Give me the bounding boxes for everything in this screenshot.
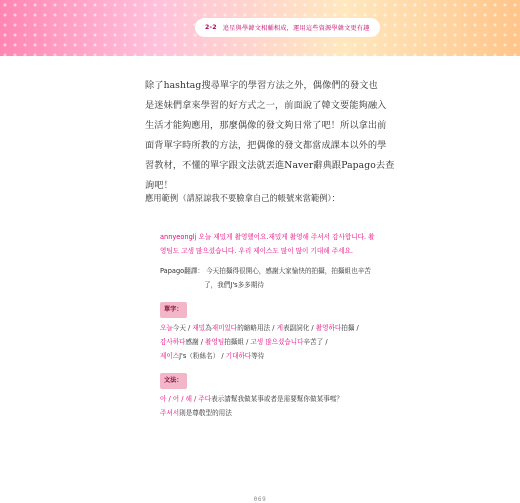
paragraph-line: 是迷妹們拿來學習的好方式之一，前面說了韓文要能夠融入 bbox=[145, 100, 387, 111]
grammar-line bbox=[160, 406, 390, 420]
example-block bbox=[160, 230, 390, 420]
main-paragraph bbox=[145, 76, 405, 196]
korean-post-text: 오늘 재밌게 촬영했어요.재밌게 촬영해 주셔서 감사합니다. 촬 bbox=[198, 233, 375, 241]
vocabulary-line bbox=[160, 321, 390, 335]
explanation-text: / bbox=[354, 324, 359, 332]
korean-term: 오늘 bbox=[160, 324, 173, 332]
papago-translation bbox=[160, 264, 390, 292]
vocabulary-tag: 單字： bbox=[160, 302, 187, 318]
explanation-text: 等待 bbox=[251, 352, 265, 360]
papago-text: 今天拍攝得很開心，感謝大家愉快的拍攝，拍攝組也辛苦 bbox=[206, 267, 371, 275]
explanation-text: 表副詞化 bbox=[282, 324, 310, 332]
explanation-text: / bbox=[323, 338, 328, 346]
chapter-number: 2-2 bbox=[205, 24, 217, 31]
example-title: 應用範例（請原諒我不要臉拿自己的帳號來當範例）： bbox=[145, 193, 340, 203]
explanation-text: 的縮略用法 bbox=[237, 324, 271, 332]
explanation-text: 表示請幫我做某事或者是需要幫你做某事嗎？ bbox=[211, 395, 343, 403]
vocabulary-lines bbox=[160, 321, 390, 363]
paragraph-line: 面背單字時所教的方法，把偶像的發文都當成課本以外的學 bbox=[145, 140, 387, 151]
papago-line bbox=[160, 264, 390, 278]
paragraph-line: 除了hashtag搜尋單字的學習方法之外，偶像們的發文也 bbox=[145, 80, 378, 91]
paragraph-line: 生活才能夠應用，那麼偶像的發文夠日常了吧！所以拿出前 bbox=[145, 120, 387, 131]
vocabulary-section bbox=[160, 292, 390, 363]
korean-term: 주셔서 bbox=[160, 409, 180, 417]
korean-term: 게 bbox=[276, 324, 283, 332]
explanation-text: / bbox=[270, 324, 277, 332]
korean-term: 아 / 어 / 해 / 주다 bbox=[160, 395, 212, 403]
korean-term: 제이스 bbox=[160, 352, 180, 360]
page-content bbox=[0, 56, 520, 503]
vocabulary-line bbox=[160, 335, 390, 349]
korean-post-line bbox=[160, 230, 390, 244]
papago-line: 了，我們J's多多期待 bbox=[204, 281, 264, 289]
explanation-text: 辛苦了 bbox=[303, 338, 324, 346]
korean-term: 촬영팀 bbox=[205, 338, 225, 346]
explanation-text: / bbox=[198, 338, 206, 346]
explanation-text: / bbox=[219, 352, 226, 360]
chapter-title: 追星與學韓文相輔相成，運用這些資源學韓文更有趣 bbox=[222, 25, 370, 32]
explanation-text: / bbox=[185, 324, 193, 332]
chapter-header bbox=[195, 18, 380, 37]
paragraph-line: 詢吧！ bbox=[145, 180, 173, 191]
vocabulary-line bbox=[160, 349, 390, 363]
korean-term: 재미있다 bbox=[211, 324, 238, 332]
korean-post-line: 영팀도 고생 많으셨습니다. 우리 제이스도 많이 많이 기대해 주세요. bbox=[160, 247, 353, 255]
korean-term: 재밌 bbox=[192, 324, 206, 332]
korean-term: 촬영하다 bbox=[315, 324, 342, 332]
paragraph-line: 習教材，不懂的單字跟文法就丟進Naver辭典跟Papago去查 bbox=[145, 160, 395, 171]
explanation-text: / bbox=[243, 338, 251, 346]
papago-label: Papago翻譯： bbox=[160, 267, 204, 275]
explanation-text: J's（粉絲名） bbox=[179, 352, 220, 360]
header-band bbox=[0, 0, 520, 56]
korean-post bbox=[160, 230, 390, 258]
korean-term: 기대하다 bbox=[225, 352, 252, 360]
explanation-text: 今天 bbox=[172, 324, 186, 332]
korean-term: 고생 많으셨습니다 bbox=[250, 338, 304, 346]
explanation-text: 感謝 bbox=[185, 338, 199, 346]
explanation-text: 拍攝組 bbox=[224, 338, 244, 346]
grammar-line bbox=[160, 392, 390, 406]
grammar-tag: 文法： bbox=[160, 373, 187, 389]
explanation-text: / bbox=[309, 324, 316, 332]
grammar-section bbox=[160, 363, 390, 420]
grammar-lines bbox=[160, 392, 390, 420]
explanation-text: 則是尊敬型的用法 bbox=[179, 409, 232, 417]
korean-term: 감사하다 bbox=[160, 338, 186, 346]
page-number: 069 bbox=[253, 496, 267, 503]
explanation-text: 為 bbox=[205, 324, 212, 332]
explanation-text: 拍攝 bbox=[341, 324, 355, 332]
instagram-username: annyeonglj bbox=[160, 233, 197, 241]
